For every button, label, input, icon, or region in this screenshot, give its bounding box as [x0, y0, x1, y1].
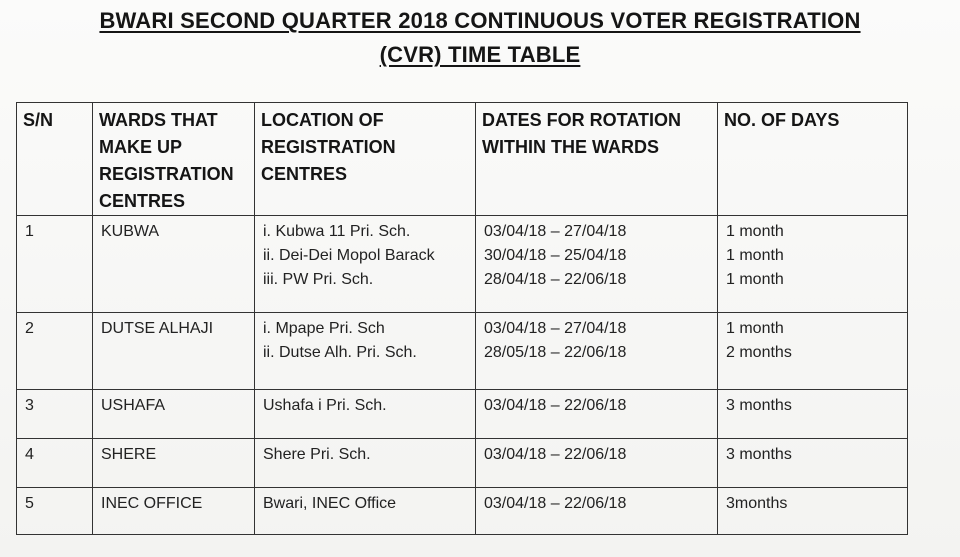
location-item: ii. Dei-Dei Mopol Barack — [263, 247, 435, 264]
date-range: 03/04/18 – 27/04/18 — [484, 320, 627, 337]
location-item: ii. Dutse Alh. Pri. Sch. — [263, 344, 417, 361]
header-dates — [476, 103, 718, 216]
cell-ward: DUTSE ALHAJI — [93, 313, 255, 390]
cell-locations — [255, 216, 476, 313]
table-row — [17, 216, 908, 313]
timetable — [16, 102, 908, 535]
header-days-label: NO. OF DAYS — [724, 110, 840, 130]
document-title-line2: (CVR) TIME TABLE — [379, 42, 581, 67]
cell-ward: USHAFA — [93, 390, 255, 439]
cell-ward: SHERE — [93, 439, 255, 488]
cell-days — [718, 216, 908, 313]
location-item: iii. PW Pri. Sch. — [263, 271, 374, 288]
header-location-line2: REGISTRATION — [261, 137, 396, 157]
days-value: 3 months — [726, 446, 792, 463]
date-range: 28/05/18 – 22/06/18 — [484, 344, 627, 361]
days-value: 1 month — [726, 223, 784, 240]
date-range: 28/04/18 – 22/06/18 — [484, 271, 627, 288]
days-value: 1 month — [726, 320, 784, 337]
table-row — [17, 313, 908, 390]
date-range: 03/04/18 – 22/06/18 — [484, 446, 627, 463]
location-item: Bwari, INEC Office — [263, 495, 397, 512]
table-row — [17, 390, 908, 439]
cell-dates — [476, 439, 718, 488]
cell-locations — [255, 313, 476, 390]
table-row — [17, 488, 908, 535]
header-wards-line4: CENTRES — [99, 191, 186, 211]
header-location — [255, 103, 476, 216]
cell-dates — [476, 313, 718, 390]
date-range: 03/04/18 – 22/06/18 — [484, 397, 627, 414]
header-dates-line1: DATES FOR ROTATION — [482, 110, 681, 130]
days-value: 2 months — [726, 344, 792, 361]
location-item: i. Mpape Pri. Sch — [263, 320, 385, 337]
cell-days — [718, 313, 908, 390]
cell-locations — [255, 488, 476, 535]
header-location-line3: CENTRES — [261, 164, 348, 184]
cell-sn: 3 — [17, 390, 93, 439]
days-value: 1 month — [726, 271, 784, 288]
days-value: 1 month — [726, 247, 784, 264]
date-range: 30/04/18 – 25/04/18 — [484, 247, 627, 264]
date-range: 03/04/18 – 27/04/18 — [484, 223, 627, 240]
cell-sn: 5 — [17, 488, 93, 535]
cell-dates — [476, 488, 718, 535]
cell-sn: 1 — [17, 216, 93, 313]
location-item: Shere Pri. Sch. — [263, 446, 371, 463]
cell-locations — [255, 390, 476, 439]
cell-ward: INEC OFFICE — [93, 488, 255, 535]
cell-days — [718, 488, 908, 535]
header-wards-line2: MAKE UP — [99, 137, 183, 157]
header-wards — [93, 103, 255, 216]
cell-ward: KUBWA — [93, 216, 255, 313]
days-value: 3months — [726, 495, 788, 512]
header-wards-line1: WARDS THAT — [99, 110, 218, 130]
table-header-row — [17, 103, 908, 216]
cell-sn: 2 — [17, 313, 93, 390]
cell-locations — [255, 439, 476, 488]
cell-sn: 4 — [17, 439, 93, 488]
cell-days — [718, 439, 908, 488]
table-row — [17, 439, 908, 488]
header-wards-line3: REGISTRATION — [99, 164, 234, 184]
header-sn — [17, 103, 93, 216]
cell-days — [718, 390, 908, 439]
header-sn-label: S/N — [23, 110, 54, 130]
cell-dates — [476, 216, 718, 313]
location-item: i. Kubwa 11 Pri. Sch. — [263, 223, 411, 240]
days-value: 3 months — [726, 397, 792, 414]
date-range: 03/04/18 – 22/06/18 — [484, 495, 627, 512]
header-location-line1: LOCATION OF — [261, 110, 384, 130]
document-title-line1: BWARI SECOND QUARTER 2018 CONTINUOUS VOTER REGISTRATION — [99, 8, 861, 33]
header-days — [718, 103, 908, 216]
location-item: Ushafa i Pri. Sch. — [263, 397, 387, 414]
cell-dates — [476, 390, 718, 439]
header-dates-line2: WITHIN THE WARDS — [482, 137, 659, 157]
